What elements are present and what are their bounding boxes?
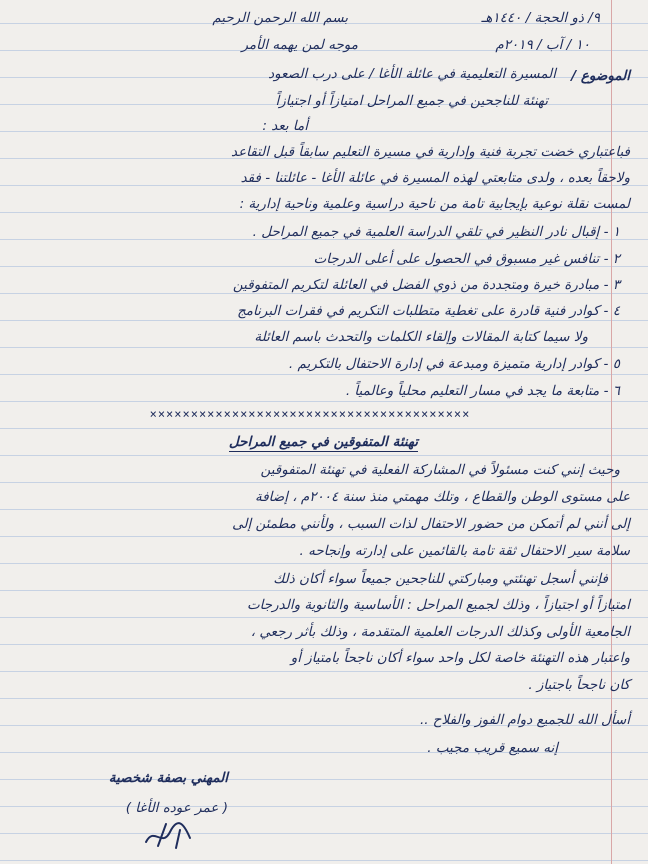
paragraph3-line-2: امتيازاً أو اجتيازاً ، وذلك لجميع المراحل : الأساسية والثانوية والدرجات xyxy=(246,597,630,613)
paragraph1-line-3: لمست نقلة نوعية بإيجابية تامة من ناحية دراسية وعلمية وناحية إدارية : xyxy=(239,196,630,212)
point-1: ١ - إقبال نادر النظير في تلقي الدراسة العلمية في جميع المراحل . xyxy=(252,224,620,240)
separator-line: ××××××××××××××××××××××××××××××××××××××× xyxy=(149,407,471,421)
subject-line-2: تهنئة للناجحين في جميع المراحل امتيازاً أو اجتيازاً xyxy=(275,93,548,109)
paragraph1-line-2: ولاحقاً بعده ، ولدى متابعتي لهذه المسيرة في عائلة الأغا - عائلتنا - فقد xyxy=(240,170,630,186)
header-note: موجه لمن يهمه الأمر xyxy=(241,37,358,53)
date-gregorian: ١٠ / آب / ٢٠١٩م xyxy=(495,37,590,53)
paragraph3-line-3: الجامعية الأولى وكذلك الدرجات العلمية المتقدمة ، وذلك بأثر رجعي ، xyxy=(250,624,630,640)
point-2: ٢ - تنافس غير مسبوق في الحصول على أعلى الدرجات xyxy=(313,251,620,267)
section-title-wrap xyxy=(229,434,418,450)
date-hijri: ٩/ ذو الحجة / ١٤٤٠هـ xyxy=(481,10,600,26)
paragraph3-line-1: فإنني أسجل تهنئتي ومباركتي للناجحين جميعاً سواء أكان ذلك xyxy=(273,571,608,587)
point-5: ٥ - كوادر إدارية متميزة ومبدعة في إدارة الاحتفال بالتكريم . xyxy=(288,356,620,372)
point-4: ٤ - كوادر فنية قادرة على تغطية متطلبات التكريم في فقرات البرنامج xyxy=(237,303,620,319)
paragraph2-line-2: على مستوى الوطن والقطاع ، وتلك مهمتي منذ سنة ٢٠٠٤م ، إضافة xyxy=(254,489,630,505)
paragraph3-line-4: واعتبار هذه التهنئة خاصة لكل واحد سواء أكان ناجحاً بامتياز أو xyxy=(290,650,630,666)
point-4-continuation: ولا سيما كتابة المقالات وإلقاء الكلمات والتحدث باسم العائلة xyxy=(254,329,588,345)
paragraph2-line-3: إلى أنني لم أتمكن من حضور الاحتفال لذات السبب ، ولأنني مطمئن إلى xyxy=(232,516,630,532)
signature-title: المهني بصفة شخصية xyxy=(108,770,228,786)
signature-name: ( عمر عوده الأغا ) xyxy=(125,800,228,816)
subject-line-1: المسيرة التعليمية في عائلة الأغا / على درب الصعود xyxy=(268,66,556,82)
section-title: تهنئة المتفوقين في جميع المراحل xyxy=(228,434,418,450)
subject-label: الموضوع / xyxy=(571,68,630,84)
paragraph3-line-5: كان ناجحاً باجتياز . xyxy=(528,677,630,693)
point-3: ٣ - مبادرة خيرة ومتجددة من ذوي الفضل في العائلة لتكريم المتفوقين xyxy=(232,277,620,293)
paragraph2-line-4: سلامة سير الاحتفال ثقة تامة بالقائمين على إدارته وإنجاحه . xyxy=(299,543,630,559)
handwritten-signature xyxy=(140,818,200,852)
paragraph1-line-1: فباعتباري خضت تجربة فنية وإدارية في مسيرة التعليم سابقاً قبل التقاعد xyxy=(230,144,630,160)
closing-line-2: إنه سميع قريب مجيب . xyxy=(427,740,558,756)
basmala: بسم الله الرحمن الرحيم xyxy=(212,10,348,26)
paragraph2-line-1: وحيث إنني كنت مسئولاً في المشاركة الفعلية في تهنئة المتفوقين xyxy=(260,462,620,478)
point-6: ٦ - متابعة ما يجد في مسار التعليم محلياً وعالمياً . xyxy=(345,383,620,399)
intro: أما بعد : xyxy=(262,118,308,134)
closing-line-1: أسأل الله للجميع دوام الفوز والفلاح .. xyxy=(419,712,630,728)
